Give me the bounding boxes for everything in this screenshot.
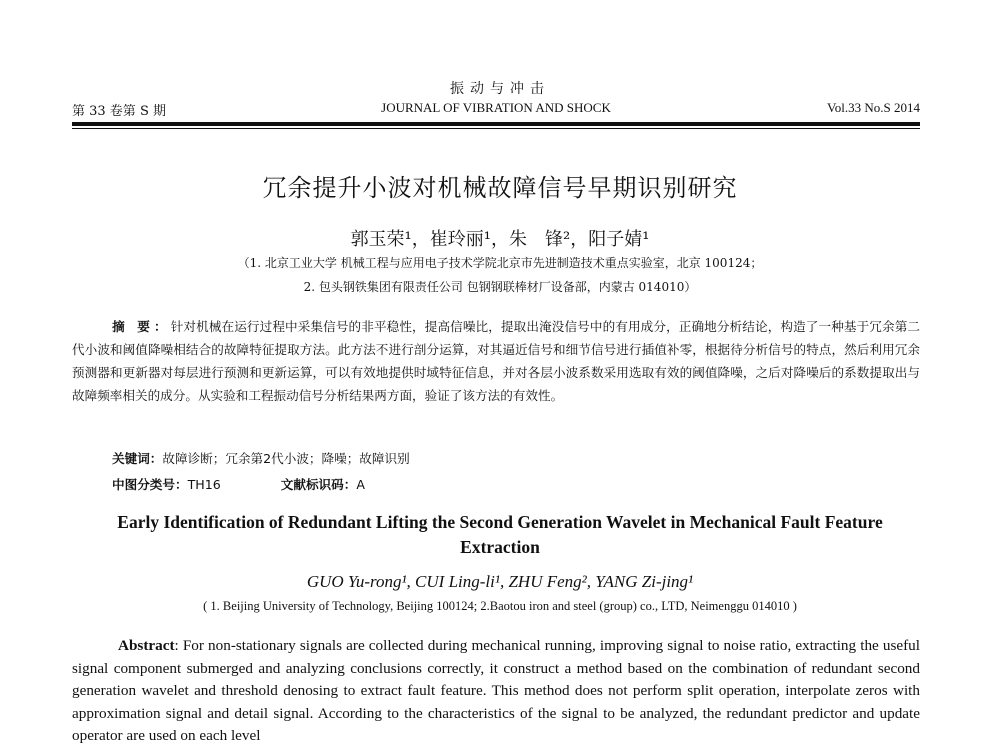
running-header	[72, 100, 920, 120]
class-label: 中图分类号：	[112, 477, 188, 492]
volume-en: Vol.33 No.S 2014	[827, 100, 920, 115]
authors-en: GUO Yu-rong¹, CUI Ling-li¹, ZHU Feng², YANG Zi-jing¹	[306, 572, 694, 591]
abstract-en	[72, 635, 920, 748]
doc-code-value: A	[356, 477, 365, 492]
classification	[112, 474, 365, 493]
header-rule-thin	[72, 128, 920, 129]
abstract-cn-label: 摘 要：	[112, 319, 171, 334]
doc-code-label: 文献标识码：	[280, 477, 357, 492]
header-rule-thick	[72, 122, 920, 126]
authors-cn: 郭玉荣¹，崔玲丽¹，朱 锋²，阳子婧¹	[350, 229, 650, 250]
abstract-en-text: : For non-stationary signals are collected during mechanical running, improving signal to noise ratio, extracting the useful signal component submerged and analyzing conclusions correctly, it construct a method based on the combination of redundant second generation wavelet and threshold denosing to extract fault feature. This method does not perform split operation, interpolate zeros with approximation signal and detail signal. According to the characteristics of the signal to be analyzed, the redundant predictor and update operator are used on each level	[72, 637, 920, 744]
affiliation-cn-1: （1. 北京工业大学 机械工程与应用电子技术学院北京市先进制造技术重点实验室，北京 100124；	[237, 256, 763, 270]
journal-title-en: JOURNAL OF VIBRATION AND SHOCK	[381, 100, 611, 115]
paper-title-en: Early Identification of Redundant Lifting the Second Generation Wavelet in Mechanical Fault Feature Extraction	[117, 512, 883, 557]
journal-title-cn: 振动与冲击	[450, 81, 550, 97]
volume-cn: 第 33 卷第 S 期	[72, 104, 166, 119]
abstract-cn	[72, 315, 920, 407]
keywords-text: 故障诊断；冗余第2代小波；降噪；故障识别	[162, 451, 410, 466]
keywords-label: 关键词：	[112, 451, 163, 466]
affiliation-cn-2: 2. 包头钢铁集团有限责任公司 包钢钢联棒材厂设备部，内蒙古 014010）	[303, 280, 697, 294]
abstract-en-label: Abstract	[118, 637, 175, 654]
class-value: TH16	[187, 477, 221, 492]
abstract-cn-text: 针对机械在运行过程中采集信号的非平稳性，提高信噪比，提取出淹没信号中的有用成分，正确地分析结论，构造了一种基于冗余第二代小波和阈值降噪相结合的故障特征提取方法。此方法不进行剖分运算，对其逼近信号和细节信号进行插值补零，根据待分析信号的特点，然后利用冗余预测器和更新器对每层进行预测和更新运算，可以有效地提供时域特征信息，并对各层小波系数采用选取有效的阈值降噪，之后对降噪后的系数提取出与故障频率相关的成分。从实验和工程振动信号分析结果两方面，验证了该方法的有效性。	[72, 319, 921, 403]
affiliation-en: ( 1. Beijing University of Technology, Beijing 100124; 2.Baotou iron and steel (group) co., LTD, Neimenggu 014010 )	[203, 599, 797, 613]
paper-title-cn: 冗余提升小波对机械故障信号早期识别研究	[262, 174, 738, 202]
keywords	[112, 448, 410, 467]
